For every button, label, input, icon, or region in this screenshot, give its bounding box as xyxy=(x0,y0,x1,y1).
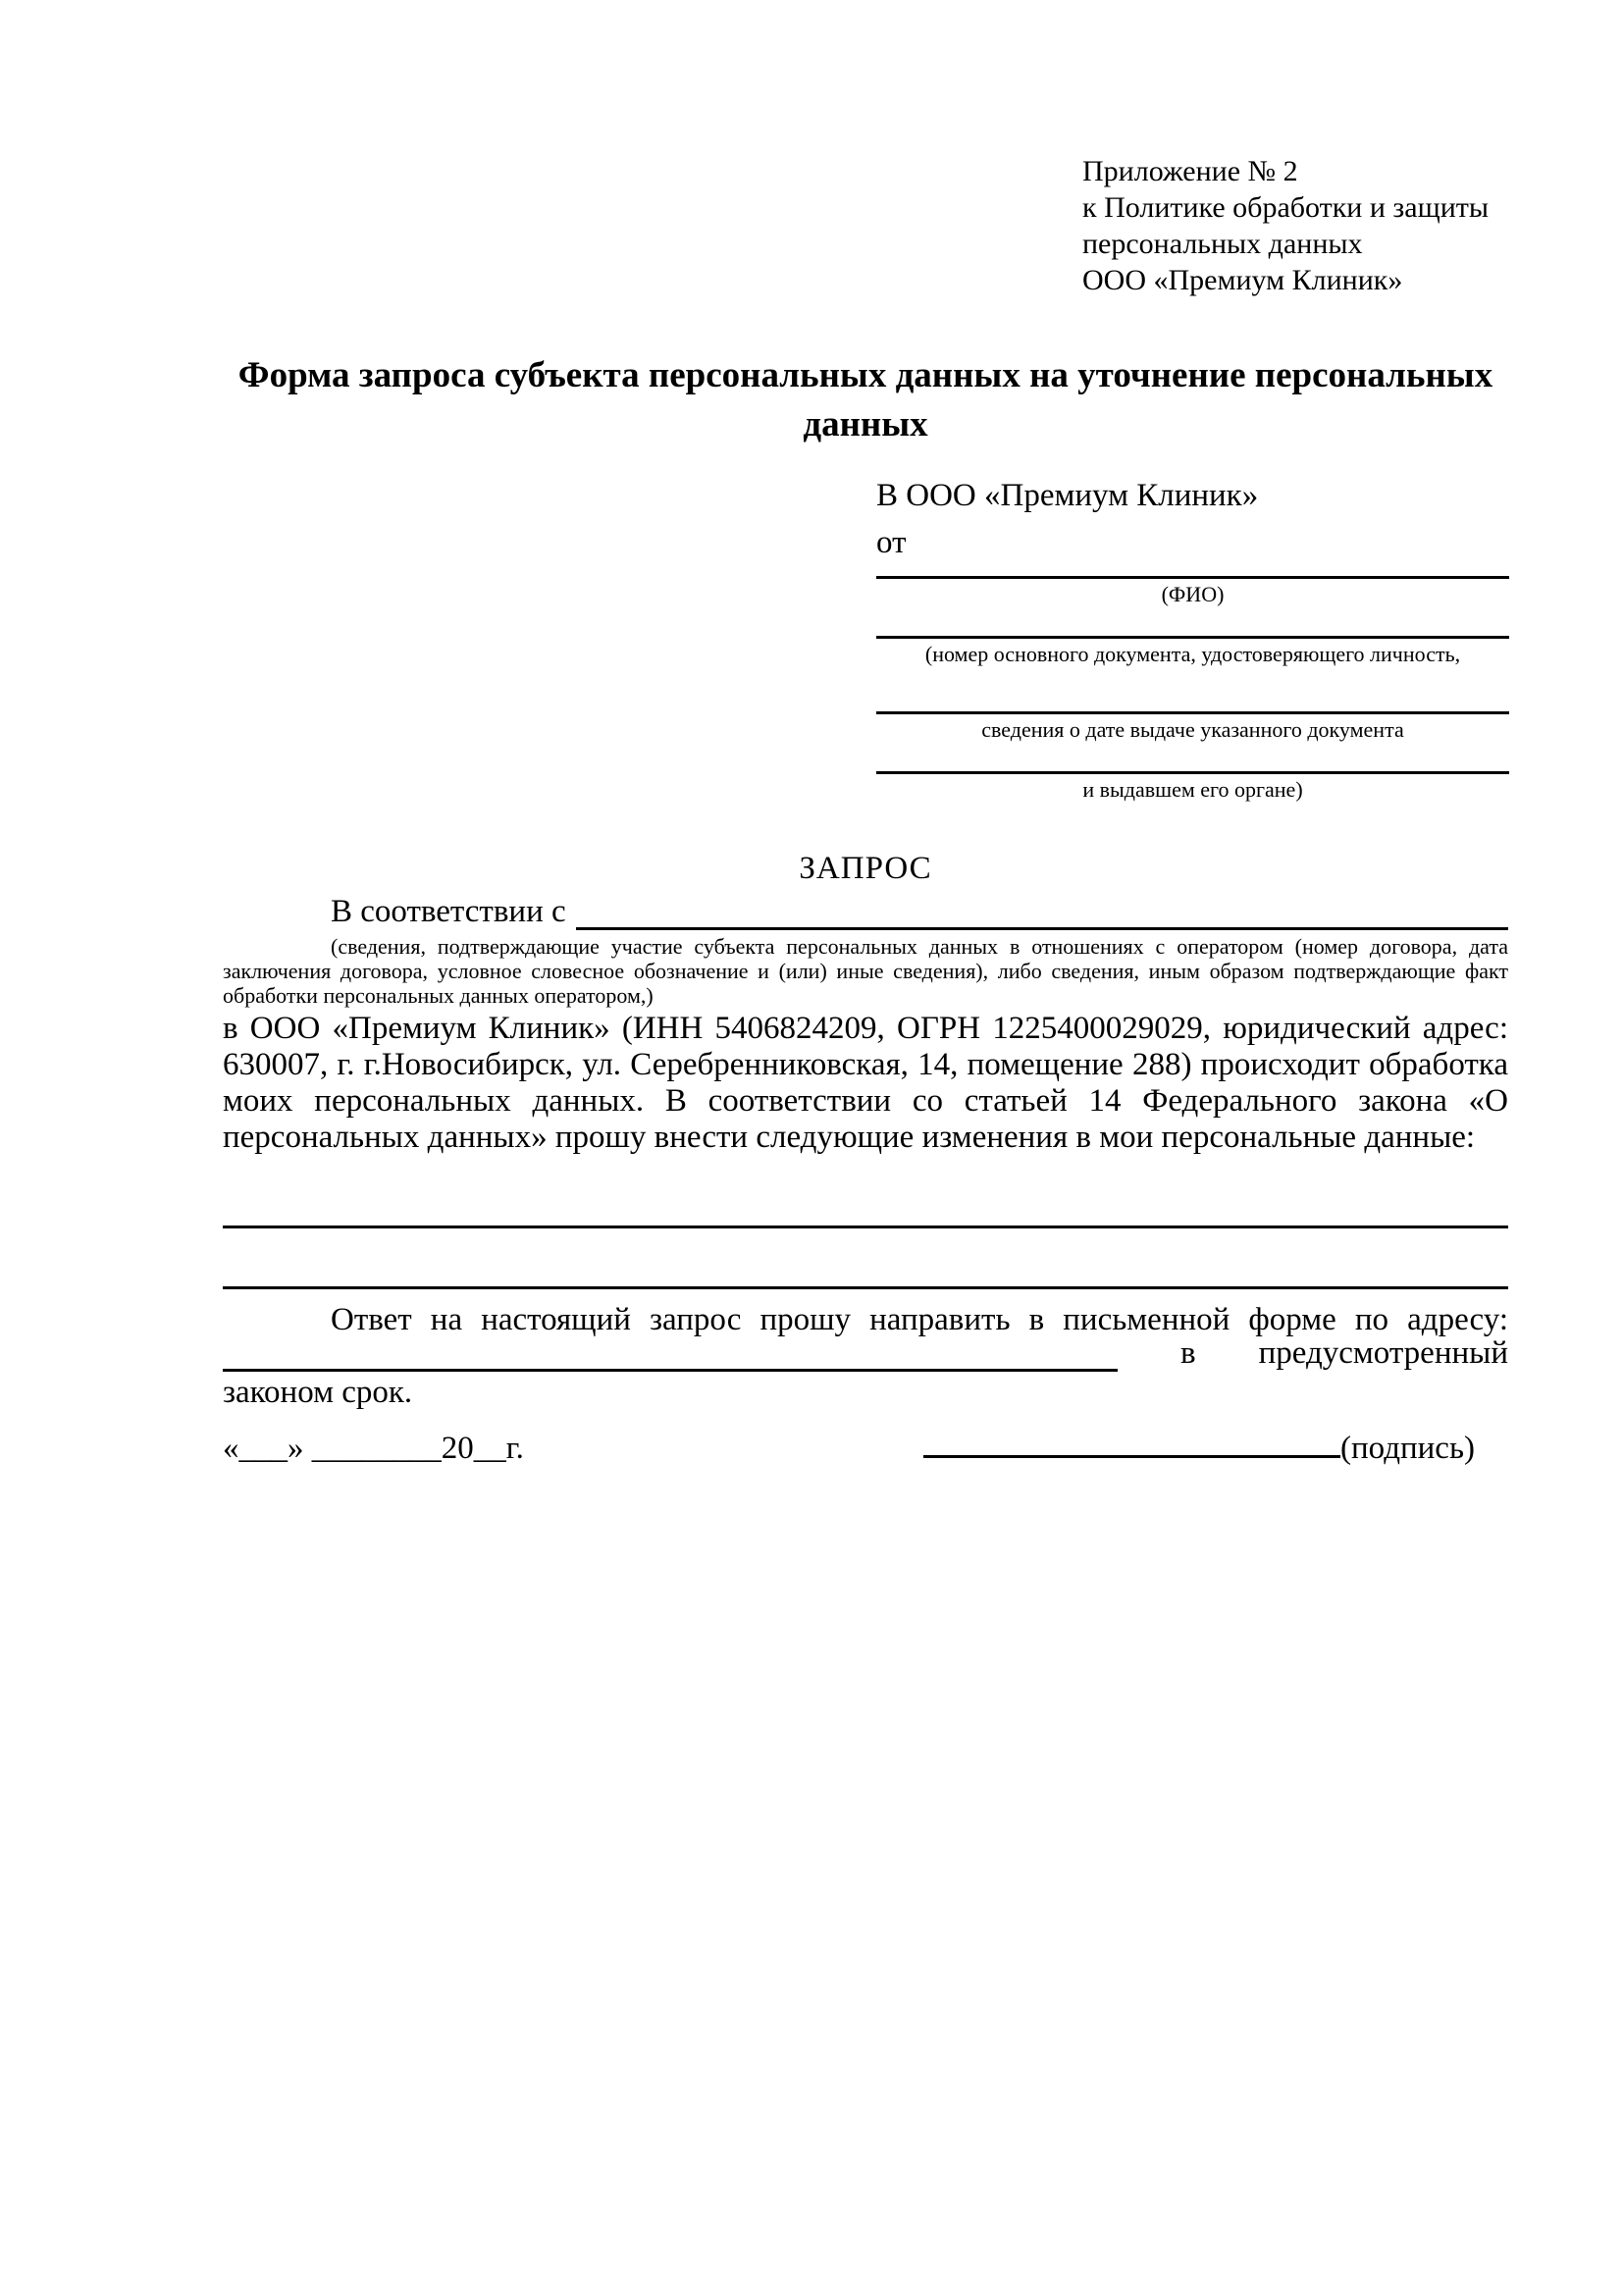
date-blank: «___» ________20__г. xyxy=(223,1431,524,1466)
issue-date-field-label: сведения о дате выдаче указанного документа xyxy=(981,717,1404,742)
changes-fill-line-2 xyxy=(223,1286,1508,1289)
reply-address-row xyxy=(223,1334,1508,1372)
changes-fill-line-1 xyxy=(223,1226,1508,1228)
reply-paragraph-line1: Ответ на настоящий запрос прошу направить в письменной форме по адресу: xyxy=(331,1302,1508,1337)
request-body: в ООО «Премиум Клиник» (ИНН 5406824209, ОГРН 1225400029029, юридический адрес: 630007, г. г.Новосибирск, ул. Серебренниковская, 14, помещение 288) происходит обработка моих персональных данных. В соответствии со статьей 14 Федерального закона «О персональных данных» прошу внести следующие изменения в мои персональные данные: xyxy=(223,1011,1508,1155)
addressee-organization: В ООО «Премиум Клиник» xyxy=(876,478,1259,513)
addressee-from-label: от xyxy=(876,525,907,560)
fio-field-line xyxy=(876,576,1509,579)
issue-date-field-line xyxy=(876,711,1509,714)
intro-row xyxy=(223,893,1508,930)
document-title: Форма запроса субъекта персональных данных на уточнение персональных данных xyxy=(237,355,1493,444)
address-fill-line xyxy=(223,1335,1118,1372)
appendix-block xyxy=(1082,153,1489,298)
issuing-authority-field-line xyxy=(876,771,1509,774)
reply-word-predusmotrennyi: предусмотренный xyxy=(1258,1335,1508,1371)
request-heading: ЗАПРОС xyxy=(799,851,932,886)
fio-field-label: (ФИО) xyxy=(1161,582,1225,606)
appendix-line: персональных данных xyxy=(1082,228,1363,260)
reply-paragraph-line3: законом срок. xyxy=(223,1375,413,1410)
basis-fill-line xyxy=(576,893,1508,930)
basis-footnote: (сведения, подтверждающие участие субъекта персональных данных в отношениях с оператором (номер договора, дата заключения договора, условное словесное обозначение и (или) иные сведения), либо сведения, иным образом подтверждающие факт обработки персональных данных оператором,) xyxy=(223,934,1508,1008)
appendix-line: ООО «Премиум Клиник» xyxy=(1082,264,1403,296)
signature-label: (подпись) xyxy=(1340,1431,1475,1466)
signature-fill-line xyxy=(923,1455,1340,1458)
signature-area xyxy=(923,1429,1475,1468)
issuing-authority-field-label: и выдавшем его органе) xyxy=(1082,777,1303,802)
appendix-line: Приложение № 2 xyxy=(1082,155,1298,187)
document-number-field-label: (номер основного документа, удостоверяющего личность, xyxy=(924,642,1461,666)
appendix-line: к Политике обработки и защиты xyxy=(1082,191,1490,224)
intro-text: В соответствии с xyxy=(331,894,566,929)
date-signature-row xyxy=(223,1429,1508,1468)
reply-word-v: в xyxy=(1180,1335,1196,1371)
document-number-field-line xyxy=(876,636,1509,639)
